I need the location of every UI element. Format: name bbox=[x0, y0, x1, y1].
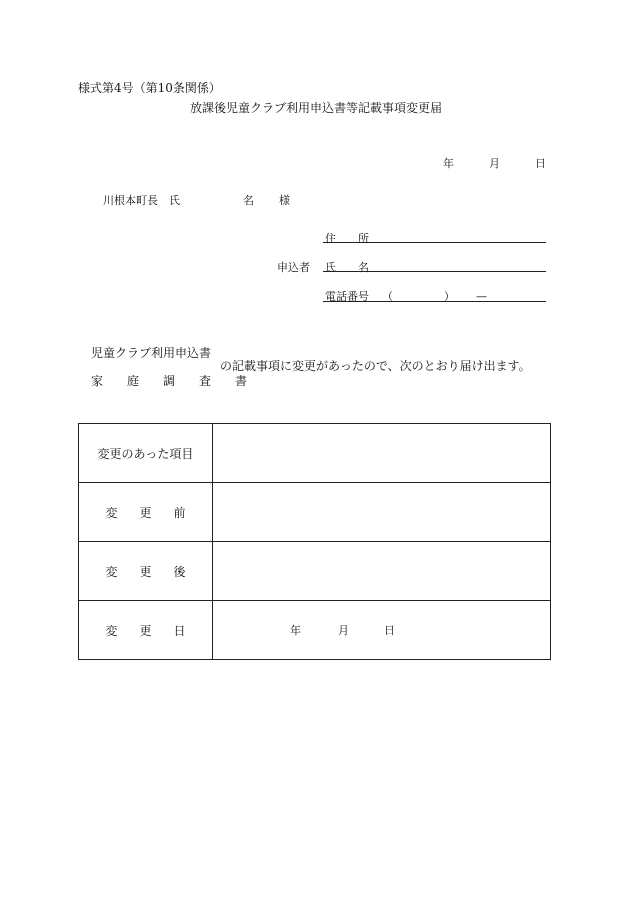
changed-item-field[interactable] bbox=[213, 424, 551, 483]
after-field[interactable] bbox=[213, 542, 551, 601]
row-label-changed-item: 変更のあった項目 bbox=[79, 424, 213, 483]
date-year: 年 bbox=[443, 157, 454, 170]
form-number: 様式第4号（第10条関係） bbox=[78, 81, 221, 95]
name-field[interactable] bbox=[323, 271, 546, 272]
addressee-name: 名 bbox=[243, 194, 254, 207]
date-day: 日 bbox=[535, 157, 546, 170]
option-application: 児童クラブ利用申込書 bbox=[91, 346, 212, 360]
phone-label: 電話番号 bbox=[325, 290, 369, 303]
change-date-month: 月 bbox=[338, 624, 349, 637]
address-field[interactable] bbox=[323, 242, 546, 243]
addressee-honorific: 様 bbox=[279, 194, 290, 207]
table-row bbox=[79, 542, 551, 601]
phone-open-paren: （ bbox=[382, 290, 393, 303]
date-month: 月 bbox=[489, 157, 500, 170]
address-label: 住 所 bbox=[325, 232, 369, 245]
change-date-day: 日 bbox=[384, 624, 395, 637]
form-title: 放課後児童クラブ利用申込書等記載事項変更届 bbox=[190, 101, 443, 115]
phone-field[interactable] bbox=[323, 301, 546, 302]
change-date-field[interactable] bbox=[213, 601, 551, 660]
change-date-year: 年 bbox=[290, 624, 301, 637]
row-label-change-date: 変更日 bbox=[79, 601, 213, 660]
row-label-before: 変更前 bbox=[79, 483, 213, 542]
phone-close-paren: ） bbox=[444, 290, 455, 303]
table-row bbox=[79, 483, 551, 542]
name-label: 氏 名 bbox=[325, 261, 369, 274]
table-row bbox=[79, 601, 551, 660]
addressee-prefix: 川根本町長 氏 bbox=[103, 194, 180, 207]
before-field[interactable] bbox=[213, 483, 551, 542]
applicant-label: 申込者 bbox=[277, 261, 310, 274]
change-table bbox=[78, 423, 551, 660]
statement-text: の記載事項に変更があったので、次のとおり届け出ます。 bbox=[220, 359, 531, 373]
row-label-after: 変更後 bbox=[79, 542, 213, 601]
option-household-survey: 家庭調査書 bbox=[91, 374, 272, 388]
table-row bbox=[79, 424, 551, 483]
phone-dash: — bbox=[476, 290, 487, 303]
